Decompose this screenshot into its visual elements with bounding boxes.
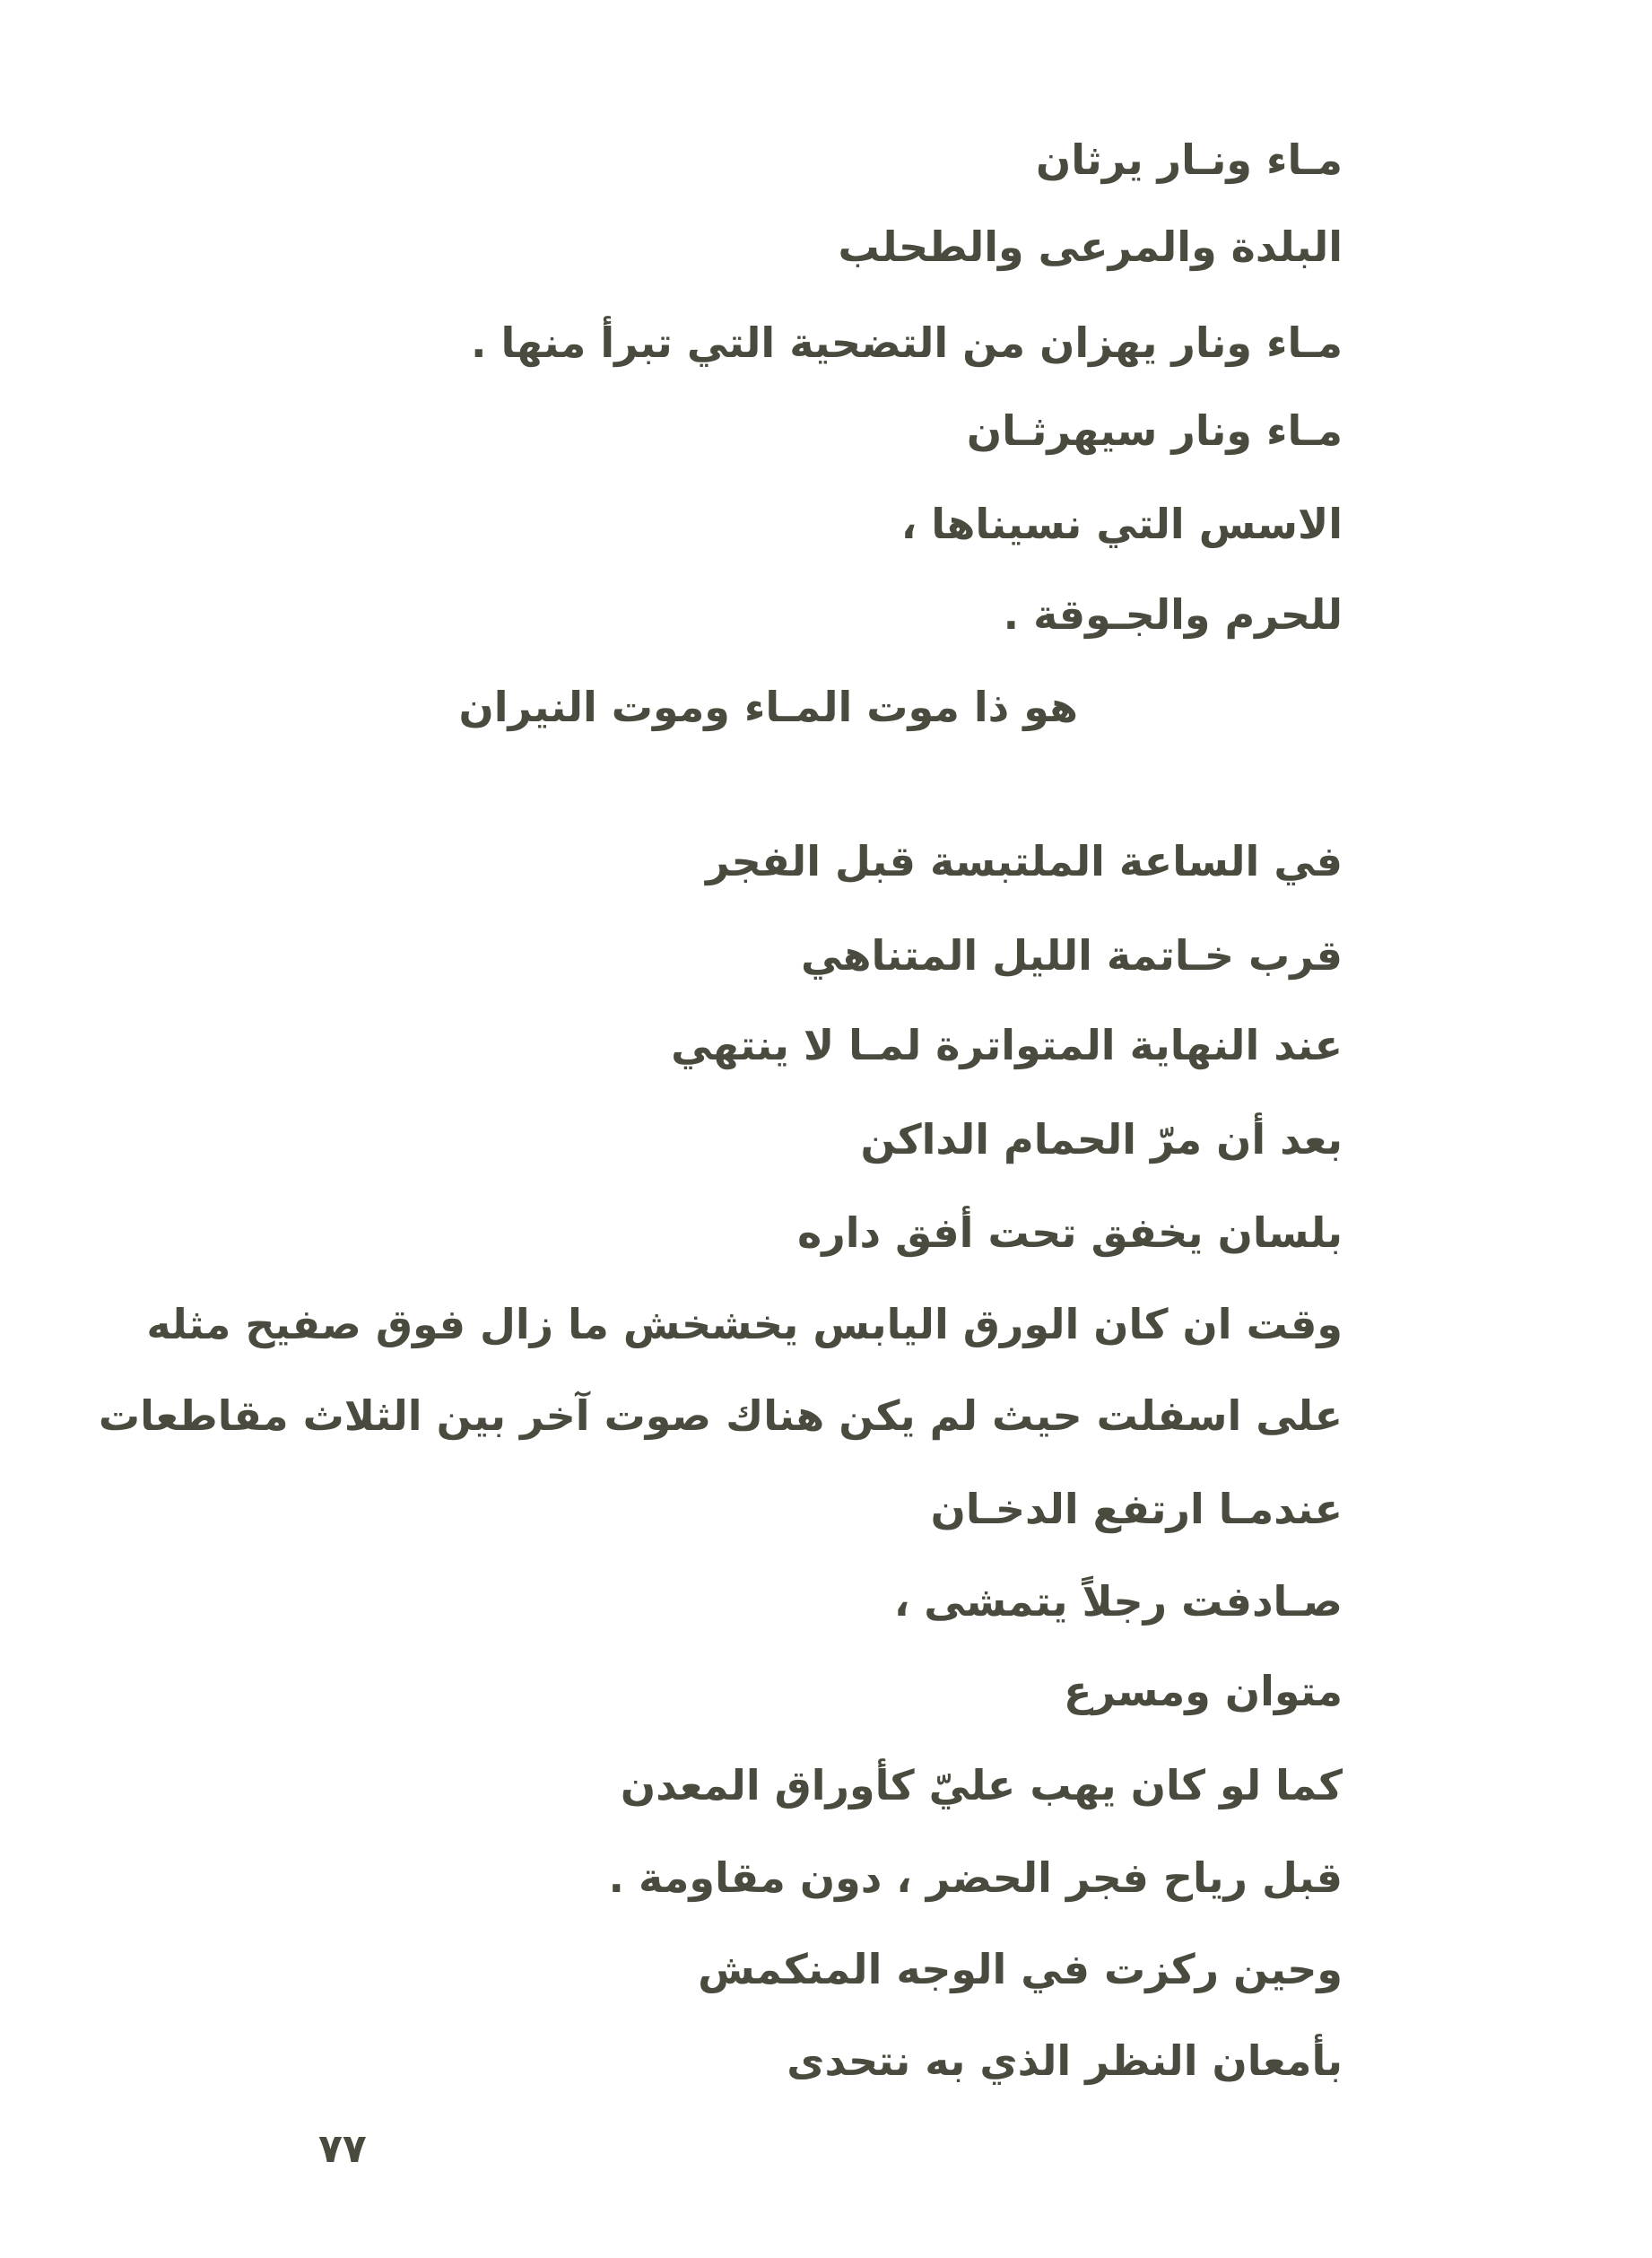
poem-line: مـاء ونار يهزان من التضحية التي تبرأ منها . (470, 318, 1343, 367)
page-number: ٧٧ (318, 2126, 367, 2172)
poem-line: كما لو كان يهب عليّ كأوراق المعدن (620, 1761, 1343, 1809)
poem-line: متوان ومسرع (1063, 1667, 1343, 1715)
poem-line-indented: هو ذا موت المـاء وموت النيران (458, 683, 1078, 731)
poem-line: وقت ان كان الورق اليابس يخشخش ما زال فوق صفيح مثله (146, 1300, 1343, 1348)
poem-line: قرب خـاتمة الليل المتناهي (801, 931, 1343, 980)
poem-line: مـاء ونار سيهرثـان (966, 406, 1343, 455)
poem-line: البلدة والمرعى والطحلب (838, 222, 1343, 271)
poem-line: بأمعان النظر الذي به نتحدى (787, 2036, 1343, 2085)
poem-line: على اسفلت حيث لم يكن هناك صوت آخر بين الثلاث مقاطعات (98, 1391, 1343, 1440)
poem-line: في الساعة الملتبسة قبل الفجر (706, 837, 1343, 885)
poem-line: الاسس التي نسيناها ، (900, 500, 1343, 548)
poem-line: قبل رياح فجر الحضر ، دون مقاومة . (608, 1853, 1343, 1902)
poem-line: عند النهاية المتواترة لمـا لا ينتهي (671, 1021, 1343, 1069)
poem-line: للحرم والجـوقة . (1003, 590, 1343, 639)
poem-line: وحين ركزت في الوجه المنكمش (698, 1945, 1343, 1993)
poem-line: صـادفت رجلاً يتمشى ، (893, 1577, 1343, 1626)
poem-line: مـاء ونـار يرثان (1035, 135, 1343, 184)
poem-line: بعد أن مرّ الحمام الداكن (860, 1115, 1343, 1164)
poem-line: بلسان يخفق تحت أفق داره (797, 1208, 1343, 1257)
poem-line: عندمـا ارتفع الدخـان (930, 1485, 1343, 1533)
